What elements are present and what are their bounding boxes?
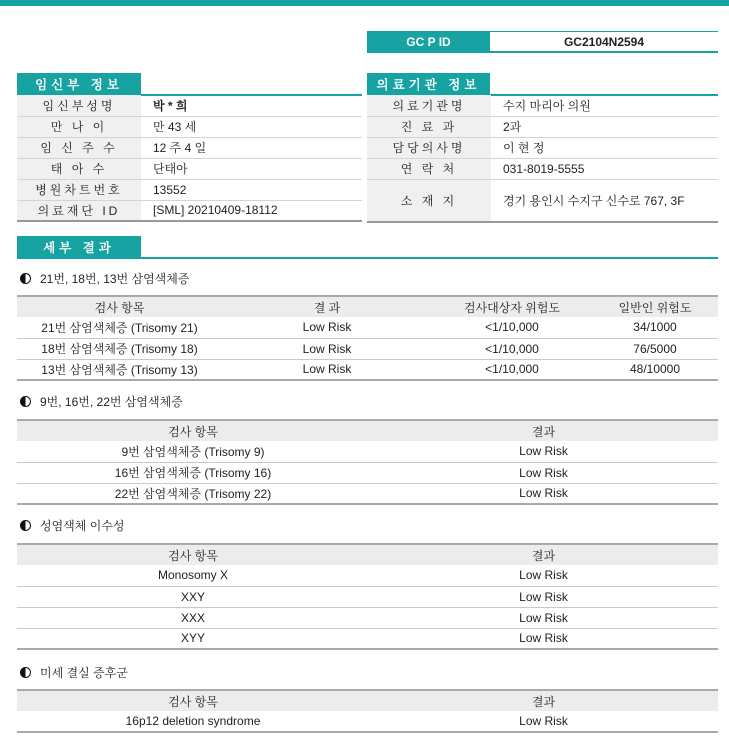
section-heading [20, 664, 128, 681]
test-item: 13번 삼염색체증 (Trisomy 13) [17, 359, 222, 380]
column-header: 결과 [369, 690, 718, 711]
column-header: 검사 항목 [17, 420, 369, 441]
column-header: 검사 항목 [17, 544, 369, 565]
test-item: Monosomy X [17, 565, 369, 586]
gcp-id-label: GC P ID [367, 32, 490, 51]
subject-risk: <1/10,000 [432, 317, 592, 338]
gcp-id-value: GC2104N2594 [563, 34, 645, 49]
test-result: Low Risk [222, 338, 432, 359]
department: 2과 [491, 116, 718, 137]
test-item: XXX [17, 607, 369, 628]
test-item: XYY [17, 628, 369, 649]
table-row [17, 359, 718, 380]
test-item: 18번 삼염색체증 (Trisomy 18) [17, 338, 222, 359]
table-row [17, 441, 718, 462]
table-header-row [17, 420, 718, 441]
test-result: Low Risk [369, 586, 718, 607]
half-circle-icon [20, 520, 31, 531]
info-row [17, 95, 362, 116]
general-risk: 48/10000 [592, 359, 718, 380]
test-item: 16번 삼염색체증 (Trisomy 16) [17, 462, 369, 483]
test-result: Low Risk [369, 565, 718, 586]
chart-number: 13552 [141, 179, 362, 200]
clinic-address: 경기 용인시 수지구 신수로 767, 3F [491, 179, 718, 222]
section-heading [20, 270, 189, 287]
section-title: 성염색체 이수성 [40, 519, 125, 533]
info-key: 임 신 주 수 [17, 137, 141, 158]
table-row [17, 338, 718, 359]
test-result: Low Risk [369, 711, 718, 732]
info-key: 임신부성명 [17, 95, 141, 116]
subject-risk: <1/10,000 [432, 359, 592, 380]
section-title: 21번, 18번, 13번 삼염색체증 [40, 272, 190, 286]
info-key: 담당의사명 [367, 137, 491, 158]
gestation-weeks: 12 주 4 일 [141, 137, 362, 158]
info-row [367, 158, 718, 179]
info-key: 진 료 과 [367, 116, 491, 137]
info-key: 병원차트번호 [17, 179, 141, 200]
column-header: 결과 [369, 420, 718, 441]
table-row [17, 565, 718, 586]
info-key: 의료재단 ID [17, 200, 141, 221]
info-key: 의료기관명 [367, 95, 491, 116]
info-row [17, 116, 362, 137]
table-row [17, 607, 718, 628]
test-result: Low Risk [369, 483, 718, 504]
table-row [17, 462, 718, 483]
details-tab: 세부 결과 [17, 236, 141, 258]
info-key: 만 나 이 [17, 116, 141, 137]
clinic-name: 수지 마리아 의원 [491, 95, 718, 116]
test-item: 21번 삼염색체증 (Trisomy 21) [17, 317, 222, 338]
patient-age: 만 43 세 [141, 116, 362, 137]
test-item: 9번 삼염색체증 (Trisomy 9) [17, 441, 369, 462]
patient-name: 박 * 희 [141, 95, 362, 116]
section-title: 미세 결실 증후군 [40, 666, 128, 680]
foundation-id: [SML] 20210409-18112 [141, 200, 362, 221]
column-header: 검사 항목 [17, 296, 222, 317]
table-header-row [17, 544, 718, 565]
table-row [17, 586, 718, 607]
test-result: Low Risk [222, 317, 432, 338]
clinic-info-tab: 의료기관 정보 [367, 73, 490, 95]
subject-risk: <1/10,000 [432, 338, 592, 359]
test-item: 16p12 deletion syndrome [17, 711, 369, 732]
test-result: Low Risk [222, 359, 432, 380]
general-risk: 76/5000 [592, 338, 718, 359]
test-result: Low Risk [369, 462, 718, 483]
test-item: XXY [17, 586, 369, 607]
column-header: 검사 항목 [17, 690, 369, 711]
column-header: 결 과 [222, 296, 432, 317]
clinic-info-table [367, 95, 718, 223]
details-rule [17, 257, 718, 259]
phone-number: 031-8019-5555 [491, 158, 718, 179]
fetus-count: 단태아 [141, 158, 362, 179]
test-item: 22번 삼염색체증 (Trisomy 22) [17, 483, 369, 504]
info-row [367, 137, 718, 158]
table-header-row [17, 296, 718, 317]
section-heading [20, 393, 183, 410]
general-risk: 34/1000 [592, 317, 718, 338]
column-header: 일반인 위험도 [592, 296, 718, 317]
microdeletion-table [17, 689, 718, 733]
info-row [17, 179, 362, 200]
test-result: Low Risk [369, 607, 718, 628]
table-row [17, 317, 718, 338]
info-row [17, 158, 362, 179]
pregnancy-info-table [17, 95, 362, 222]
table-header-row [17, 690, 718, 711]
doctor-name: 이 현 정 [491, 137, 718, 158]
section-title: 9번, 16번, 22번 삼염색체증 [40, 395, 183, 409]
table-row [17, 483, 718, 504]
table-row [17, 628, 718, 649]
half-circle-icon [20, 396, 31, 407]
info-key: 연 락 처 [367, 158, 491, 179]
top-accent-bar [0, 0, 729, 6]
info-row [367, 116, 718, 137]
info-row [367, 95, 718, 116]
column-header: 결과 [369, 544, 718, 565]
half-circle-icon [20, 667, 31, 678]
gcp-id-box [367, 31, 718, 53]
table-row [17, 711, 718, 732]
trisomy-21-18-13-table [17, 295, 718, 381]
pregnancy-info-tab: 임신부 정보 [17, 73, 141, 95]
info-key: 소 재 지 [367, 179, 491, 222]
section-heading [20, 517, 124, 534]
info-row [17, 200, 362, 221]
half-circle-icon [20, 273, 31, 284]
sex-chromosome-table [17, 543, 718, 650]
column-header: 검사대상자 위험도 [432, 296, 592, 317]
info-key: 태 아 수 [17, 158, 141, 179]
info-row [367, 179, 718, 222]
trisomy-9-16-22-table [17, 419, 718, 505]
test-result: Low Risk [369, 628, 718, 649]
test-result: Low Risk [369, 441, 718, 462]
info-row [17, 137, 362, 158]
